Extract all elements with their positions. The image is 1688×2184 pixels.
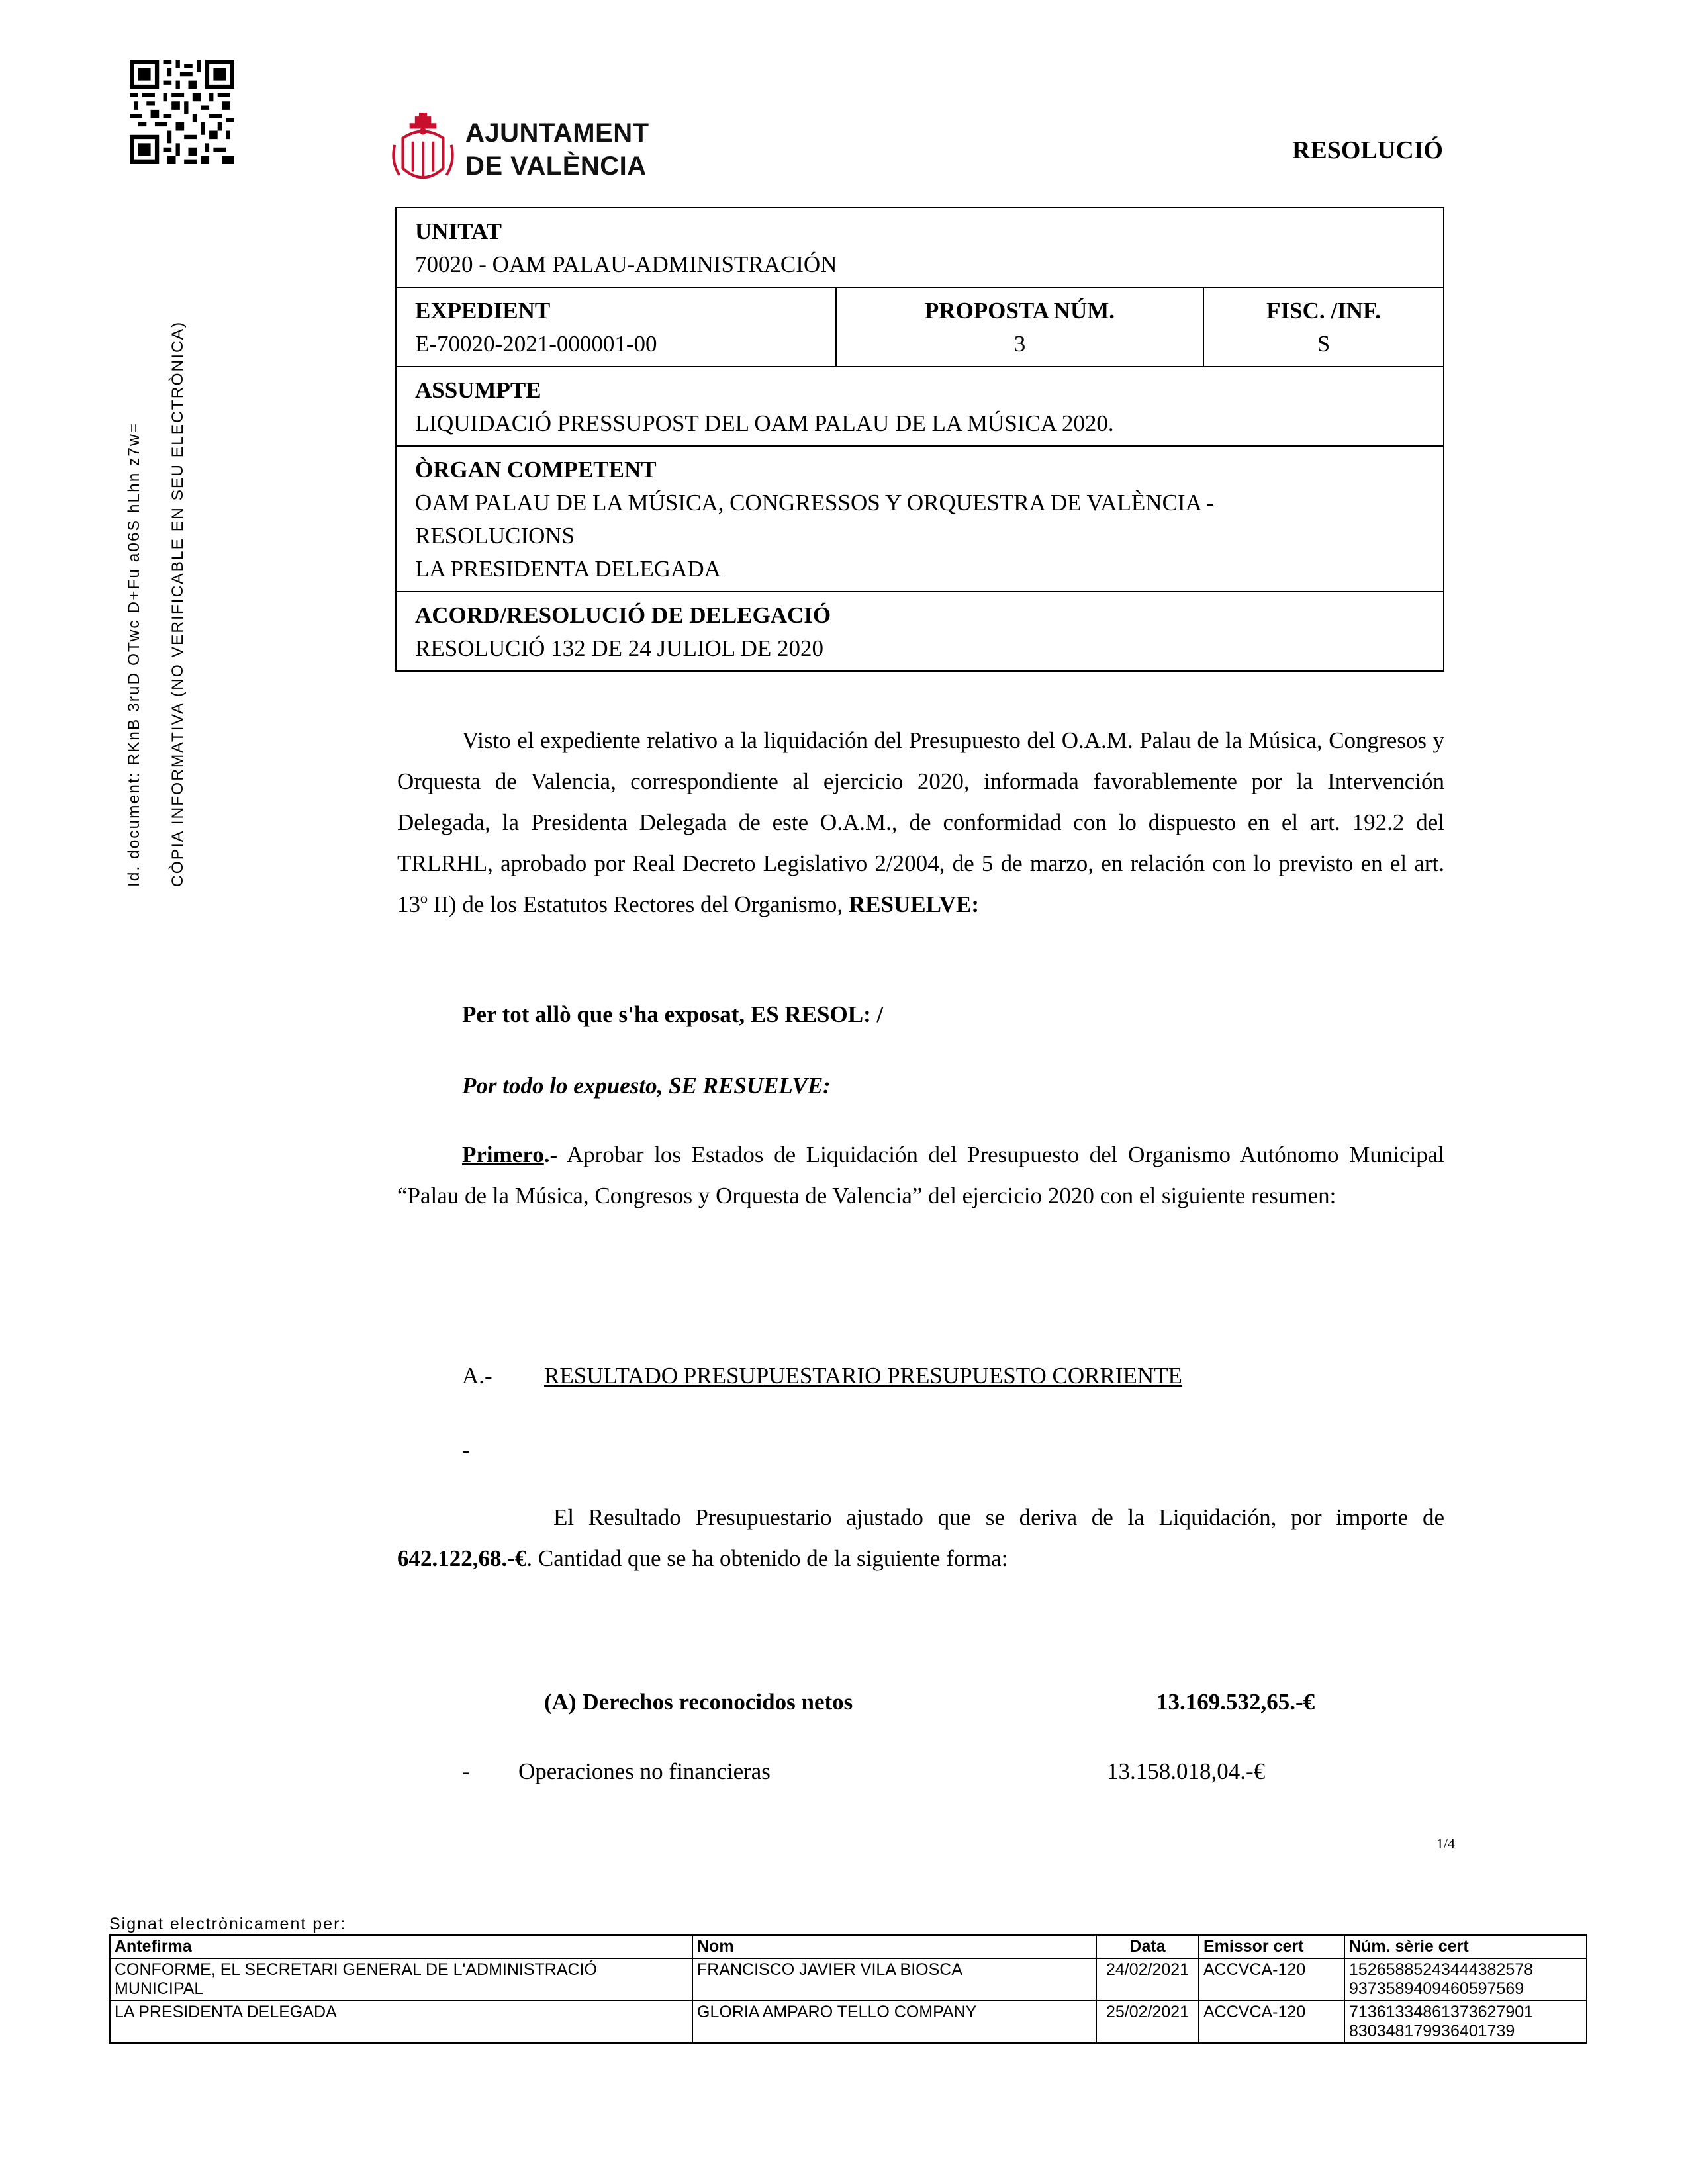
signature-table <box>109 1934 1587 2044</box>
antefirma-cell: LA PRESIDENTA DELEGADA <box>110 2001 692 2043</box>
operaciones-dash: - <box>462 1758 470 1784</box>
signature-title: Signat electrònicament per: <box>109 1915 347 1933</box>
col-nom: Nom <box>692 1935 1096 1958</box>
city-crest-icon <box>389 111 457 191</box>
serie-cell: 15265885243444382578 9373589409460597569 <box>1344 1958 1587 2001</box>
intro-text: Visto el expediente relativo a la liquidación del Presupuesto del O.A.M. Palau de la Música, Congresos y Orquesta de Valencia, correspondiente al ejercicio 2020, informada favorablemente por la Intervención Delegada, la Presidenta Delegada de este O.A.M., de conformidad con lo dispuesto en el art. 192.2 del TRLRHL, aprobado por Real Decreto Legislativo 2/2004, de 5 de marzo, en relación con lo previsto en el art. 13º II) de los Estatutos Rectores del Organismo, <box>397 727 1444 917</box>
derechos-value: 13.169.532,65.-€ <box>1156 1689 1315 1715</box>
operaciones-value: 13.158.018,04.-€ <box>1107 1758 1266 1784</box>
result-outro: . Cantidad que se ha obtenido de la siguiente forma: <box>526 1545 1008 1571</box>
expedient-value: E-70020-2021-000001-00 <box>415 331 657 357</box>
section-title: RESULTADO PRESUPUESTARIO PRESUPUESTO CORRIENTE <box>544 1363 1182 1388</box>
org-name-line2: DE VALÈNCIA <box>465 152 647 181</box>
copy-notice: CÒPIA INFORMATIVA (NO VERIFICABLE EN SEU ELECTRÒNICA) <box>169 320 187 887</box>
expedient-label: EXPEDIENT <box>415 298 551 324</box>
assumpte-value: LIQUIDACIÓ PRESSUPOST DEL OAM PALAU DE LA MÚSICA 2020. <box>415 410 1114 436</box>
intro-paragraph <box>397 720 1444 925</box>
organ-value-line1: OAM PALAU DE LA MÚSICA, CONGRESSOS Y ORQUESTRA DE VALÈNCIA - <box>415 490 1215 516</box>
resolution-header-box <box>395 207 1444 672</box>
primero-label: Primero <box>462 1142 544 1167</box>
intro-resuelve: RESUELVE: <box>848 891 980 917</box>
document-type: RESOLUCIÓ <box>1291 136 1443 164</box>
organ-row <box>397 447 1443 592</box>
dash-marker: - <box>462 1437 470 1463</box>
organization-name <box>465 116 649 183</box>
proposta-cell <box>837 288 1204 366</box>
expedient-cell <box>397 288 837 366</box>
acord-row <box>397 592 1443 670</box>
signature-header-row <box>110 1935 1587 1958</box>
result-intro: El Resultado Presupuestario ajustado que se deriva de la Liquidación, por importe de <box>553 1504 1444 1530</box>
organ-value-line2: RESOLUCIONS <box>415 523 575 549</box>
serie-cell: 71361334861373627901 830348179936401739 <box>1344 2001 1587 2043</box>
fisc-cell <box>1204 288 1443 366</box>
result-amount: 642.122,68.-€ <box>397 1545 527 1571</box>
derechos-label: (A) Derechos reconocidos netos <box>544 1689 853 1715</box>
qr-code <box>130 60 234 164</box>
fisc-label: FISC. /INF. <box>1266 298 1381 324</box>
proposta-label: PROPOSTA NÚM. <box>924 298 1115 324</box>
col-serie: Núm. sèrie cert <box>1344 1935 1587 1958</box>
col-emissor: Emissor cert <box>1199 1935 1344 1958</box>
primero-paragraph <box>397 1134 1444 1216</box>
col-antefirma: Antefirma <box>110 1935 692 1958</box>
org-name-line1: AJUNTAMENT <box>465 118 649 148</box>
table-row <box>110 2001 1587 2043</box>
proposta-value: 3 <box>1013 331 1026 357</box>
operaciones-label: Operaciones no financieras <box>518 1758 771 1784</box>
page-number: 1/4 <box>1436 1835 1455 1852</box>
fisc-value: S <box>1317 331 1331 357</box>
nom-cell: GLORIA AMPARO TELLO COMPANY <box>692 2001 1096 2043</box>
data-cell: 24/02/2021 <box>1096 1958 1199 2001</box>
antefirma-cell: CONFORME, EL SECRETARI GENERAL DE L'ADMINISTRACIÓ MUNICIPAL <box>110 1958 692 2001</box>
result-paragraph <box>397 1497 1444 1579</box>
primero-text: Aprobar los Estados de Liquidación del Presupuesto del Organismo Autónomo Municipal “Palau de la Música, Congresos y Orquesta de Valencia” del ejercicio 2020 con el siguiente resumen: <box>397 1142 1444 1208</box>
side-verification-note <box>113 321 200 887</box>
resolve-statement-spanish: Por todo lo expuesto, SE RESUELVE: <box>462 1073 831 1099</box>
section-letter: A.- <box>462 1363 492 1388</box>
expedient-row <box>397 288 1443 367</box>
primero-separator: .- <box>543 1142 558 1167</box>
resolve-statement-valencian: Per tot allò que s'ha exposat, ES RESOL: / <box>462 1001 884 1027</box>
unitat-label: UNITAT <box>415 218 502 244</box>
emissor-cell: ACCVCA-120 <box>1199 2001 1344 2043</box>
acord-label: ACORD/RESOLUCIÓ DE DELEGACIÓ <box>415 602 831 628</box>
emissor-cell: ACCVCA-120 <box>1199 1958 1344 2001</box>
unitat-value: 70020 - OAM PALAU-ADMINISTRACIÓN <box>415 251 837 277</box>
organ-value-line3: LA PRESIDENTA DELEGADA <box>415 556 721 582</box>
unitat-row <box>397 208 1443 288</box>
assumpte-row <box>397 367 1443 447</box>
assumpte-label: ASSUMPTE <box>415 377 541 403</box>
nom-cell: FRANCISCO JAVIER VILA BIOSCA <box>692 1958 1096 2001</box>
table-row <box>110 1958 1587 2001</box>
document-id: Id. document: RKnB 3ruD OTwc D+Fu a06S hLhn z7w= <box>125 422 143 887</box>
acord-value: RESOLUCIÓ 132 DE 24 JULIOL DE 2020 <box>415 635 823 661</box>
data-cell: 25/02/2021 <box>1096 2001 1199 2043</box>
col-data: Data <box>1096 1935 1199 1958</box>
organ-label: ÒRGAN COMPETENT <box>415 457 657 482</box>
